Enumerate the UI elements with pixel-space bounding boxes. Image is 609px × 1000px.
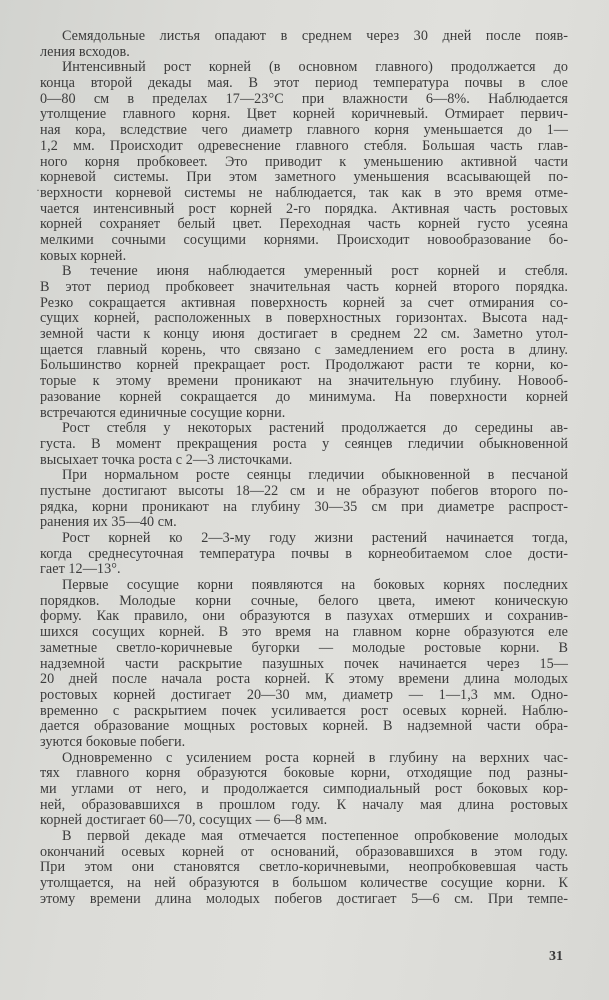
text-line: надземной части раскрытие пазушных почек начинается через 15— [40, 655, 568, 672]
text-line: Большинство корней прекращает рост. Продолжают расти те корни, ко- [40, 357, 568, 374]
text-line: верхности корневой системы не наблюдается, так как в это время отме- [40, 184, 568, 201]
text-line: окончаний осевых корней от оснований, образовавшихся в этом году. [40, 843, 568, 860]
text-line: разование корней сокращается до минимума. На поверхности корней [40, 388, 568, 405]
text-line: конца второй декады мая. В этот период температура почвы в слое [40, 75, 568, 92]
paragraph [40, 751, 568, 829]
text-line: чается интенсивный рост корней 2-го порядка. Активная часть ростовых [40, 200, 568, 217]
text-line: утолщается, на ней образуются в большом количестве сосущие корни. К [40, 875, 568, 892]
paragraph [40, 29, 568, 60]
text-line: В первой декаде мая отмечается постепенное опробковение молодых [62, 828, 568, 845]
text-line: 0—80 см в пределах 17—23°С при влажности 6—8%. Наблюдается [40, 90, 568, 107]
text-line: Рост стебля у некоторых растений продолжается до середины ав- [62, 420, 568, 437]
paragraph [40, 531, 568, 578]
paragraph [40, 421, 568, 468]
text-line: корней достигает 60—70, сосущих — 6—8 мм. [40, 812, 328, 829]
paragraph [40, 60, 568, 264]
text-line: Рост корней ко 2—3-му году жизни растений начинается тогда, [62, 530, 568, 546]
text-line: Первые сосущие корни появляются на боковых корнях последних [62, 577, 568, 594]
text-line: рядка, корни проникают на глубину 30—35 см при диаметре распрост- [40, 498, 568, 515]
text-line: Резко сокращается активная поверхность корней за счет отмирания со- [40, 294, 568, 311]
text-line: ростовых корней достигает 20—30 мм, диаметр — 1—1,3 мм. Одно- [40, 686, 568, 703]
paragraph [40, 578, 568, 751]
margin-dot: · [36, 183, 40, 197]
text-line: сущих корней, расположенных в поверхностных горизонтах. Высота над- [40, 310, 568, 327]
text-line: Одновременно с усилением роста корней в глубину на верхних час- [62, 749, 568, 766]
text-line: ней, образовавшихся в прошлом году. К началу мая длина ростовых [40, 796, 568, 813]
text-line: корней сохраняет белый цвет. Переходная часть корней густо усеяна [40, 216, 568, 233]
text-line: зуются боковые побеги. [40, 733, 186, 750]
text-line: Интенсивный рост корней (в основном главного) продолжается до [62, 59, 568, 76]
text-line: встречаются единичные сосущие корни. [40, 404, 286, 421]
text-line: щается главный корень, что связано с замедлением его роста в длину. [40, 341, 568, 358]
text-line: гает 12—13°. [40, 561, 121, 578]
paragraph [40, 264, 568, 421]
text-line: При нормальном росте сеянцы гледичии обыкновенной в песчаной [62, 467, 568, 484]
text-line: пустыне достигают высоты 18—22 см и не образуют побегов второго по- [40, 482, 568, 499]
text-line: этому времени длина молодых побегов достигает 5—6 см. При темпе- [40, 890, 568, 907]
body-text [40, 29, 568, 908]
text-line: корневой системы. При этом заметного уменьшения всасывающей по- [40, 169, 568, 186]
text-line: ления всходов. [40, 43, 130, 60]
text-line: порядков. Молодые корни сочные, белого цвета, имеют коническую [40, 592, 568, 609]
text-line: дается образование мощных ростовых корней. В надземной части обра- [40, 718, 568, 735]
text-line: ного корня пробковеет. Это приводит к уменьшению активной части [40, 153, 568, 170]
text-line: 20 дней после начала роста корней. К этому времени длина молодых [40, 671, 568, 688]
text-line: форму. Как правило, они образуются в пазухах отмерших и сохранив- [40, 608, 568, 625]
text-line: Семядольные листья опадают в среднем через 30 дней после появ- [62, 28, 568, 44]
text-line: когда среднесуточная температура почвы в корнеобитаемом слое дости- [40, 545, 568, 562]
text-line: шихся сосущих корней. В это время на главном корне образуются еле [40, 624, 568, 641]
text-line: торые к этому времени проникают на значительную глубину. Новооб- [40, 373, 568, 390]
text-line: заметные светло-коричневые бугорки — молодые ростовые корни. В [40, 639, 568, 656]
text-line: ковых корней. [40, 247, 127, 264]
text-line: густа. В момент прекращения роста у сеянцев гледичии обыкновенной [40, 435, 568, 452]
text-line: тях главного корня образуются боковые корни, отходящие под разны- [40, 765, 568, 782]
text-line: мелкими сочными сосущими корнями. Происходит новообразование бо- [40, 231, 568, 248]
text-line: временно с раскрытием почек усиливается рост осевых корней. Наблю- [40, 702, 568, 719]
text-line: высыхает точка роста с 2—3 листочками. [40, 451, 293, 468]
text-line: утолщение главного корня. Цвет корней коричневый. Отмирает первич- [40, 106, 568, 123]
text-line: ная кора, вследствие чего диаметр главного корня уменьшается до 1— [40, 122, 568, 139]
page-number: 31 [549, 949, 563, 964]
paragraph [40, 468, 568, 531]
text-line: ми углами от него, и продолжается симподиальный рост боковых кор- [40, 781, 568, 797]
text-line: земной части к концу июня достигает в среднем 22 см. Заметно утол- [40, 326, 568, 343]
text-line: В течение июня наблюдается умеренный рост корней и стебля. [62, 263, 568, 280]
text-line: В этот период пробковеет значительная часть корней второго порядка. [40, 279, 568, 295]
paragraph [40, 829, 568, 907]
text-line: 1,2 мм. Происходит одревеснение главного стебля. Большая часть глав- [40, 137, 568, 154]
text-line: При этом они становятся светло-коричневыми, неопробковевшая часть [40, 859, 568, 876]
text-line: ранения их 35—40 см. [40, 514, 177, 531]
